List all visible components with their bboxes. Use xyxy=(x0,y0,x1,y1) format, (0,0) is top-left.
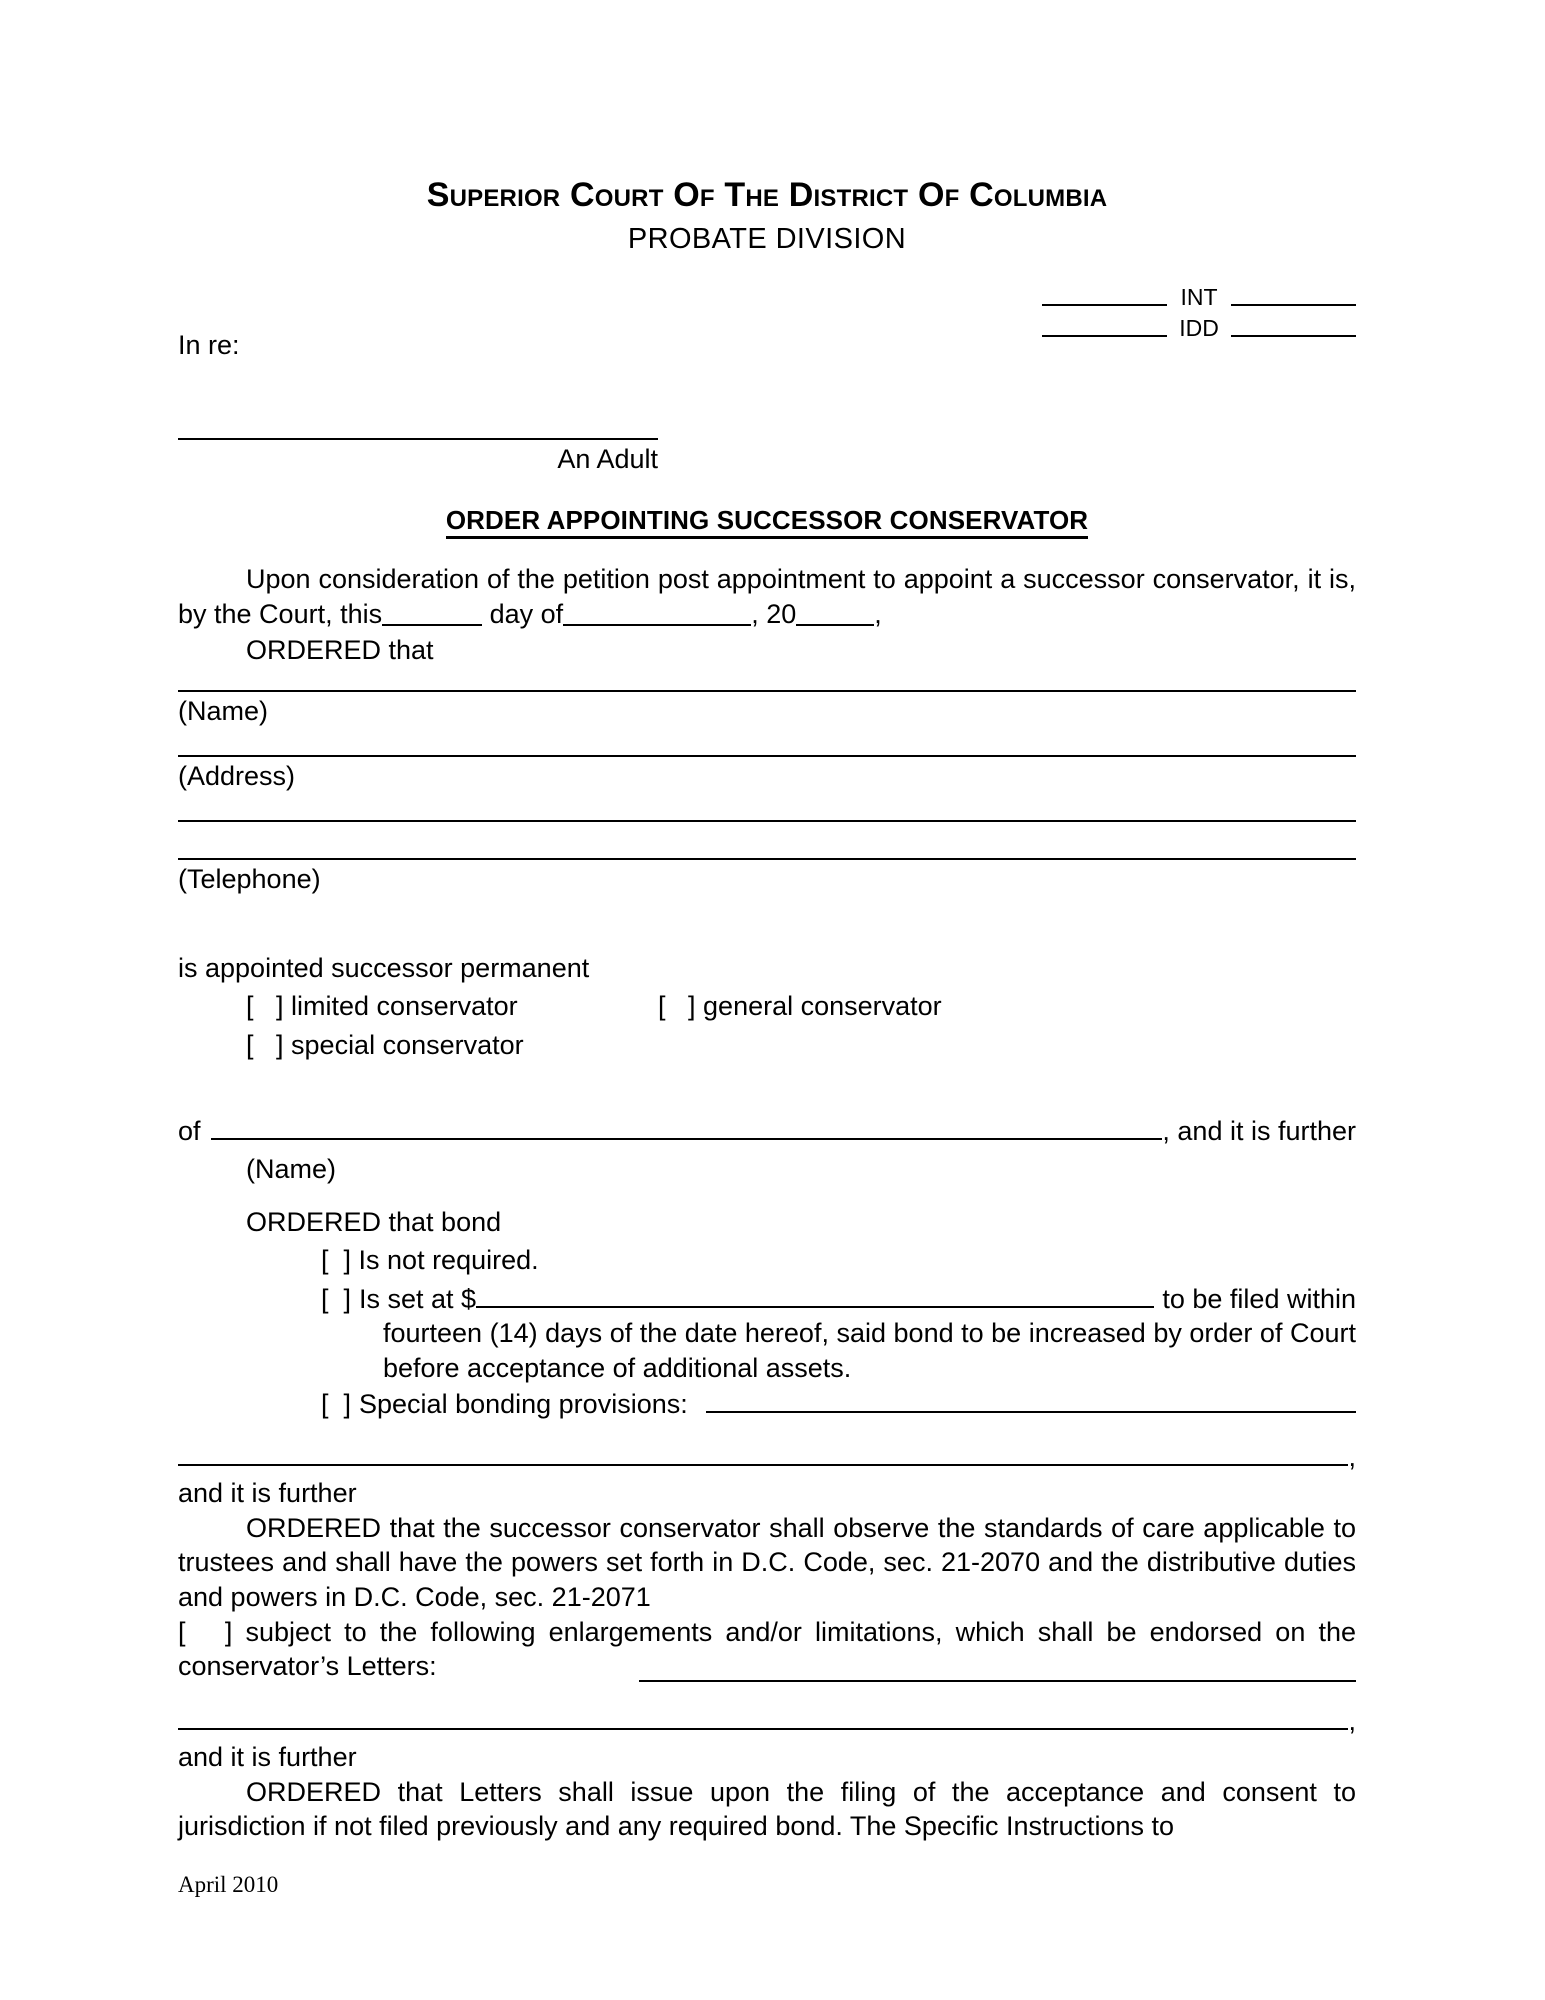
checkbox-bond-amount[interactable] xyxy=(178,1282,1356,1317)
address-blank-2[interactable] xyxy=(178,820,1356,822)
idd-row xyxy=(956,310,1356,341)
month-blank[interactable] xyxy=(563,602,751,626)
checkbox-glyph: [ ] xyxy=(321,1283,352,1314)
checkbox-label: special conservator xyxy=(291,1029,524,1060)
special-bonding-blank[interactable] xyxy=(706,1389,1356,1413)
case-number-block xyxy=(956,279,1356,341)
checkbox-special-conservator[interactable] xyxy=(246,1028,1356,1063)
checkbox-glyph: [ ] xyxy=(178,1616,233,1647)
appointment-lead-in: is appointed successor permanent xyxy=(178,952,590,983)
in-re-label: In re: xyxy=(178,330,240,360)
checkbox-glyph: [ ] xyxy=(321,1389,352,1420)
page-title xyxy=(178,505,1356,536)
bond-amount-prefix: Is set at $ xyxy=(359,1283,477,1314)
and-it-is-further-1: and it is further xyxy=(178,1478,357,1509)
special-bonding-comma: , xyxy=(1348,1441,1356,1472)
of-name-label: (Name) xyxy=(246,1153,337,1184)
bond-amount-suffix: to be filed within xyxy=(1162,1283,1356,1314)
ordered-that: ORDERED that xyxy=(246,635,434,666)
intro-text-before-day: Upon consideration of the petition post appointment to appoint a successor conservator, it is, by the Court, this xyxy=(178,564,1356,629)
int-left-blank[interactable] xyxy=(1042,283,1167,306)
intro-trailing-comma: , xyxy=(874,598,882,629)
letters-paragraph: ORDERED that Letters shall issue upon the filing of the acceptance and consent to jurisdiction if not filed previously and any required bond. The Specific Instructions to xyxy=(178,1776,1356,1842)
int-right-blank[interactable] xyxy=(1231,283,1356,306)
special-bonding-continuation-row xyxy=(178,1440,1356,1475)
special-bonding-blank-2[interactable] xyxy=(178,1442,1348,1466)
checkbox-glyph: [ ] xyxy=(658,991,696,1022)
subject-name-blank[interactable] xyxy=(178,438,658,440)
limitations-continuation-row xyxy=(178,1704,1356,1739)
of-name-row xyxy=(178,1114,1356,1149)
standards-paragraph: ORDERED that the successor conservator shall observe the standards of care applicable to trustees and shall have the powers set forth in D.C. Code, sec. 21-2070 and the distributive duties and powers in D.C. Code, sec. 21-2071 xyxy=(178,1512,1356,1612)
telephone-blank[interactable] xyxy=(178,858,1356,860)
page-title-text: ORDER APPOINTING SUCCESSOR CONSERVATOR xyxy=(446,505,1088,539)
division-name: PROBATE DIVISION xyxy=(627,222,907,255)
of-suffix: , and it is further xyxy=(1162,1116,1356,1147)
checkbox-label: Is not required. xyxy=(358,1245,539,1276)
bond-amount-continuation: fourteen (14) days of the date hereof, said bond to be increased by order of Court before acceptance of additional assets. xyxy=(383,1318,1356,1383)
checkbox-glyph: [ ] xyxy=(321,1245,352,1276)
intro-paragraph xyxy=(178,562,1356,631)
limitations-label: subject to the following enlargements and/or limitations, which shall be endorsed on the conservator’s Letters: xyxy=(178,1616,1356,1682)
checkbox-label: general conservator xyxy=(703,991,942,1022)
checkbox-special-bonding[interactable] xyxy=(178,1387,1356,1422)
special-bonding-label: Special bonding provisions: xyxy=(359,1389,688,1420)
idd-right-blank[interactable] xyxy=(1231,314,1356,337)
name-label: (Name) xyxy=(178,695,269,726)
intro-day-of: day of xyxy=(489,598,564,629)
bond-heading: ORDERED that bond xyxy=(246,1206,502,1237)
subject-descriptor: An Adult xyxy=(557,444,658,474)
intro-year-prefix: , 20 xyxy=(751,598,797,629)
checkbox-bond-not-required[interactable] xyxy=(178,1243,1356,1278)
day-blank[interactable] xyxy=(382,602,482,626)
address-label: (Address) xyxy=(178,760,296,791)
int-label: INT xyxy=(1180,284,1218,310)
bond-amount-blank[interactable] xyxy=(476,1284,1154,1308)
document-header xyxy=(178,0,1356,256)
limitations-blank-2[interactable] xyxy=(178,1706,1348,1730)
year-blank[interactable] xyxy=(796,602,874,626)
conservator-option-row-1 xyxy=(246,989,1356,1024)
idd-left-blank[interactable] xyxy=(1042,314,1167,337)
telephone-label: (Telephone) xyxy=(178,863,321,894)
checkbox-general-conservator[interactable] xyxy=(658,989,942,1024)
limitations-blank[interactable] xyxy=(639,1658,1356,1682)
address-blank[interactable] xyxy=(178,755,1356,757)
idd-label: IDD xyxy=(1179,315,1219,341)
checkbox-label: limited conservator xyxy=(291,991,518,1022)
and-it-is-further-2: and it is further xyxy=(178,1742,357,1773)
checkbox-glyph: [ ] xyxy=(246,1029,284,1060)
of-name-blank[interactable] xyxy=(211,1116,1163,1140)
checkbox-glyph: [ ] xyxy=(246,991,284,1022)
limitations-comma: , xyxy=(1348,1705,1356,1736)
checkbox-limited-conservator[interactable] xyxy=(246,989,658,1024)
court-name: Superior Court Of The District Of Columbia xyxy=(426,176,1108,214)
name-blank[interactable] xyxy=(178,690,1356,692)
revision-date: April 2010 xyxy=(178,1872,279,1897)
of-prefix: of xyxy=(178,1116,201,1147)
document-body xyxy=(178,562,1356,1844)
int-row xyxy=(956,279,1356,310)
